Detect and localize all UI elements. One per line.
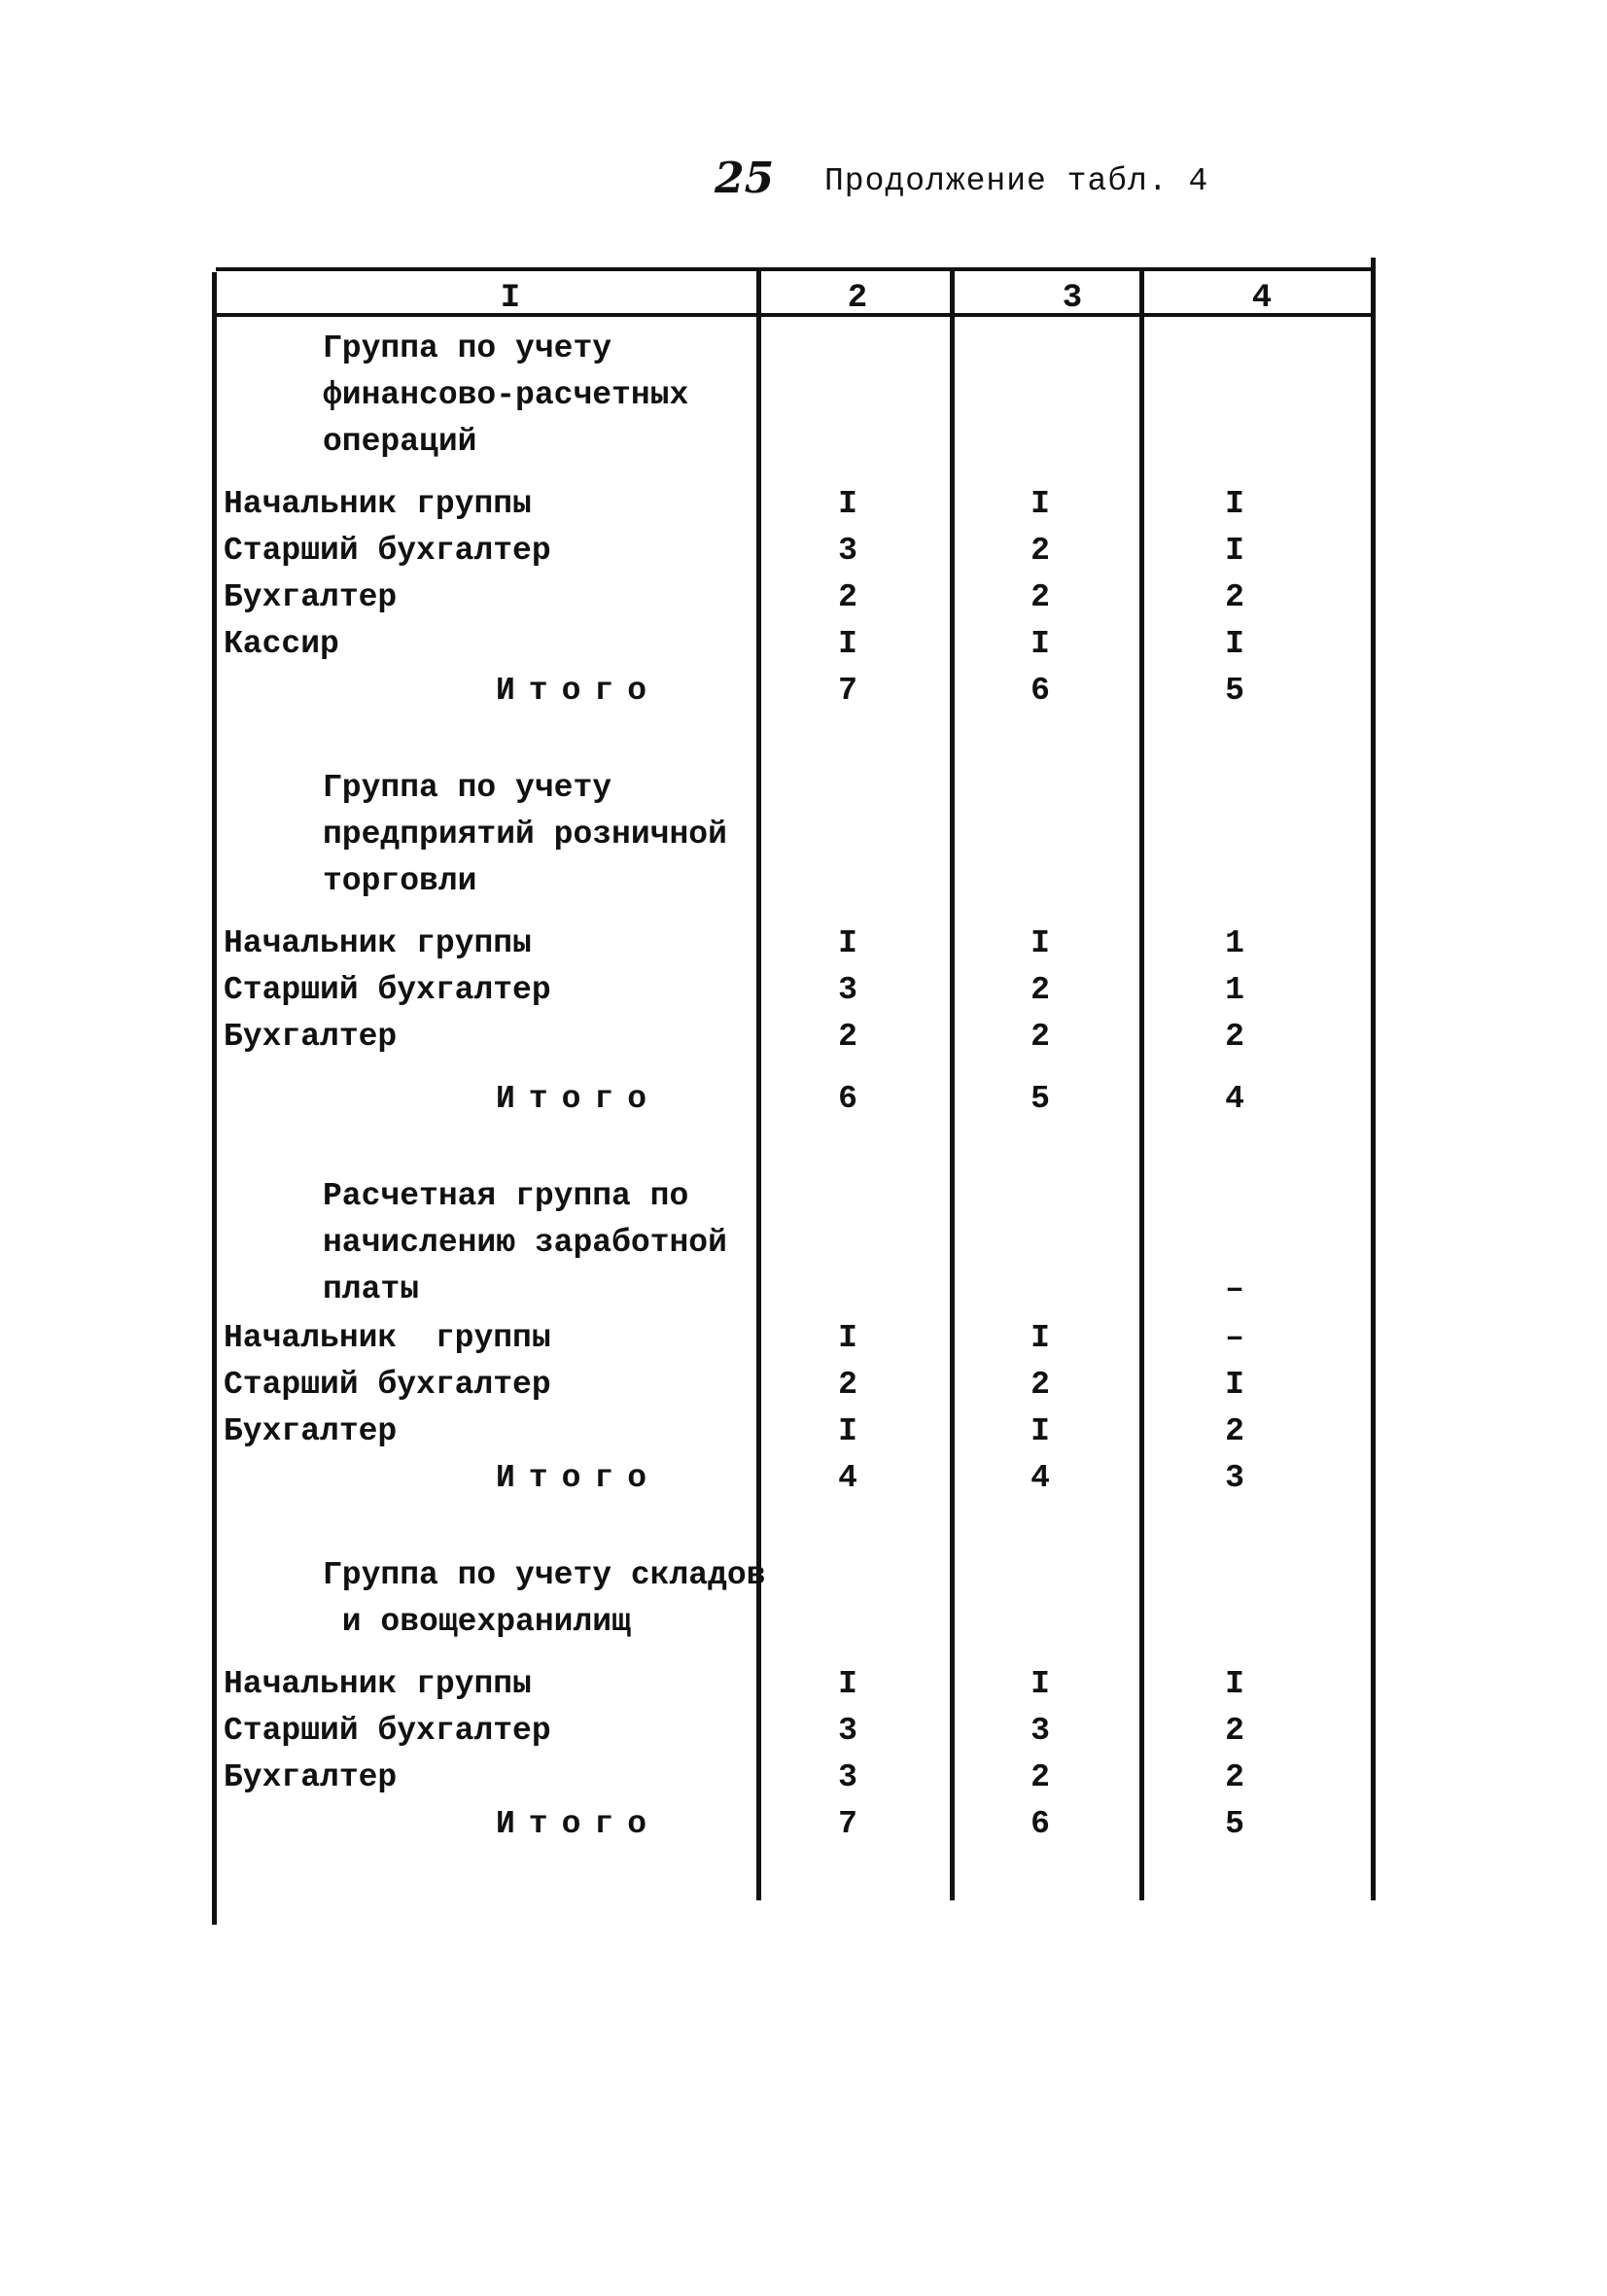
cell-col-4: 4 [1225, 1081, 1244, 1117]
cell-col-2: 3 [838, 1759, 857, 1795]
cell-col-4: 5 [1225, 1806, 1244, 1842]
table-row [216, 528, 1375, 574]
cell-col-3: 2 [1031, 1367, 1050, 1403]
row-label: Начальник группы [224, 1666, 532, 1702]
group-title-text: операций [323, 424, 477, 460]
row-label: Начальник группы [224, 925, 532, 961]
cell-col-3: I [1031, 486, 1050, 522]
cell-col-2: 3 [838, 972, 857, 1008]
cell-col-2: I [838, 1666, 857, 1702]
cell-col-4: I [1225, 626, 1244, 662]
group-title-line [216, 372, 1375, 419]
header-bottom-border [216, 313, 1375, 317]
cell-col-2: 2 [838, 1367, 857, 1403]
row-label: Старший бухгалтер [224, 1367, 551, 1403]
cell-col-2: I [838, 626, 857, 662]
cell-col-3: I [1031, 1413, 1050, 1449]
total-row [216, 1801, 1375, 1848]
cell-col-4: 2 [1225, 1019, 1244, 1055]
group-title-line [216, 1599, 1375, 1646]
header-col-1: I [500, 280, 521, 317]
table-row [216, 921, 1375, 967]
cell-col-3: 2 [1031, 579, 1050, 615]
table-row [216, 481, 1375, 528]
cell-col-4: 3 [1225, 1460, 1244, 1496]
row-label: Старший бухгалтер [224, 533, 551, 569]
cell-col-3: 6 [1031, 673, 1050, 709]
group-title-text: Группа по учету [323, 330, 612, 366]
cell-col-2: 7 [838, 1806, 857, 1842]
cell-col-4: 5 [1225, 673, 1244, 709]
cell-col-4: – [1225, 1271, 1244, 1307]
cell-col-2: I [838, 925, 857, 961]
row-label: Старший бухгалтер [224, 972, 551, 1008]
group-title-text: Группа по учету складов [323, 1557, 766, 1593]
cell-col-4: I [1225, 533, 1244, 569]
group-title-text: Группа по учету [323, 770, 612, 806]
cell-col-3: 2 [1031, 1759, 1050, 1795]
group-title-text: торговли [323, 863, 477, 899]
total-row [216, 1076, 1375, 1123]
table-row [216, 967, 1375, 1014]
cell-col-4: 2 [1225, 579, 1244, 615]
total-row [216, 1455, 1375, 1502]
row-label: Начальник группы [224, 1320, 551, 1356]
cell-col-4: 2 [1225, 1713, 1244, 1749]
cell-col-2: I [838, 486, 857, 522]
total-label: Итого [496, 1806, 661, 1842]
cell-col-2: 3 [838, 533, 857, 569]
cell-col-4: 1 [1225, 925, 1244, 961]
row-label: Бухгалтер [224, 1019, 398, 1055]
total-label: Итого [496, 673, 661, 709]
cell-col-4: I [1225, 1367, 1244, 1403]
cell-col-3: 2 [1031, 533, 1050, 569]
cell-col-3: I [1031, 1320, 1050, 1356]
cell-col-4: I [1225, 486, 1244, 522]
row-label: Бухгалтер [224, 1759, 398, 1795]
group-title-text: начислению заработной [323, 1225, 727, 1261]
cell-col-2: 2 [838, 579, 857, 615]
row-label: Начальник группы [224, 486, 532, 522]
group-title-line [216, 326, 1375, 372]
cell-col-3: I [1031, 626, 1050, 662]
group-title-text: и овощехранилищ [323, 1604, 631, 1640]
group-title-line [216, 765, 1375, 812]
group-title-text: платы [323, 1271, 420, 1307]
table-row [216, 574, 1375, 621]
group-title-text: предприятий розничной [323, 817, 727, 852]
cell-col-3: I [1031, 925, 1050, 961]
cell-col-3: 4 [1031, 1460, 1050, 1496]
cell-col-2: 2 [838, 1019, 857, 1055]
cell-col-3: 3 [1031, 1713, 1050, 1749]
cell-col-2: 4 [838, 1460, 857, 1496]
cell-col-2: 3 [838, 1713, 857, 1749]
table-caption: Продолжение табл. 4 [824, 163, 1209, 199]
cell-col-4: 2 [1225, 1413, 1244, 1449]
table-row [216, 1362, 1375, 1409]
total-label: Итого [496, 1460, 661, 1496]
cell-col-3: 5 [1031, 1081, 1050, 1117]
group-title-text: финансово-расчетных [323, 377, 689, 413]
row-label: Кассир [224, 626, 339, 662]
row-label: Старший бухгалтер [224, 1713, 551, 1749]
cell-col-4: – [1225, 1320, 1244, 1356]
cell-col-3: 2 [1031, 972, 1050, 1008]
group-title-line [216, 1220, 1375, 1267]
group-title-line [216, 1173, 1375, 1220]
cell-col-3: 2 [1031, 1019, 1050, 1055]
row-label: Бухгалтер [224, 1413, 398, 1449]
header-col-3: 3 [1062, 280, 1083, 317]
cell-col-4: 1 [1225, 972, 1244, 1008]
row-label: Бухгалтер [224, 579, 398, 615]
cell-col-2: I [838, 1413, 857, 1449]
cell-col-4: I [1225, 1666, 1244, 1702]
table-row [216, 1755, 1375, 1801]
group-title-line [216, 812, 1375, 858]
group-title-line [216, 1552, 1375, 1599]
table-row [216, 1409, 1375, 1455]
group-title-text: Расчетная группа по [323, 1178, 689, 1214]
table-row [216, 1661, 1375, 1708]
header-col-2: 2 [847, 280, 868, 317]
total-label: Итого [496, 1081, 661, 1117]
table-row [216, 621, 1375, 668]
table-row [216, 1708, 1375, 1755]
cell-col-2: I [838, 1320, 857, 1356]
table-row [216, 1014, 1375, 1061]
cell-col-4: 2 [1225, 1759, 1244, 1795]
group-title-line [216, 1267, 1375, 1313]
page-number: 25 [715, 154, 775, 203]
cell-col-2: 7 [838, 673, 857, 709]
total-row [216, 668, 1375, 714]
cell-col-3: I [1031, 1666, 1050, 1702]
group-title-line [216, 419, 1375, 466]
table-row [216, 1315, 1375, 1362]
group-title-line [216, 858, 1375, 905]
header-col-4: 4 [1251, 280, 1273, 317]
cell-col-3: 6 [1031, 1806, 1050, 1842]
table-top-border [216, 267, 1375, 271]
cell-col-2: 6 [838, 1081, 857, 1117]
